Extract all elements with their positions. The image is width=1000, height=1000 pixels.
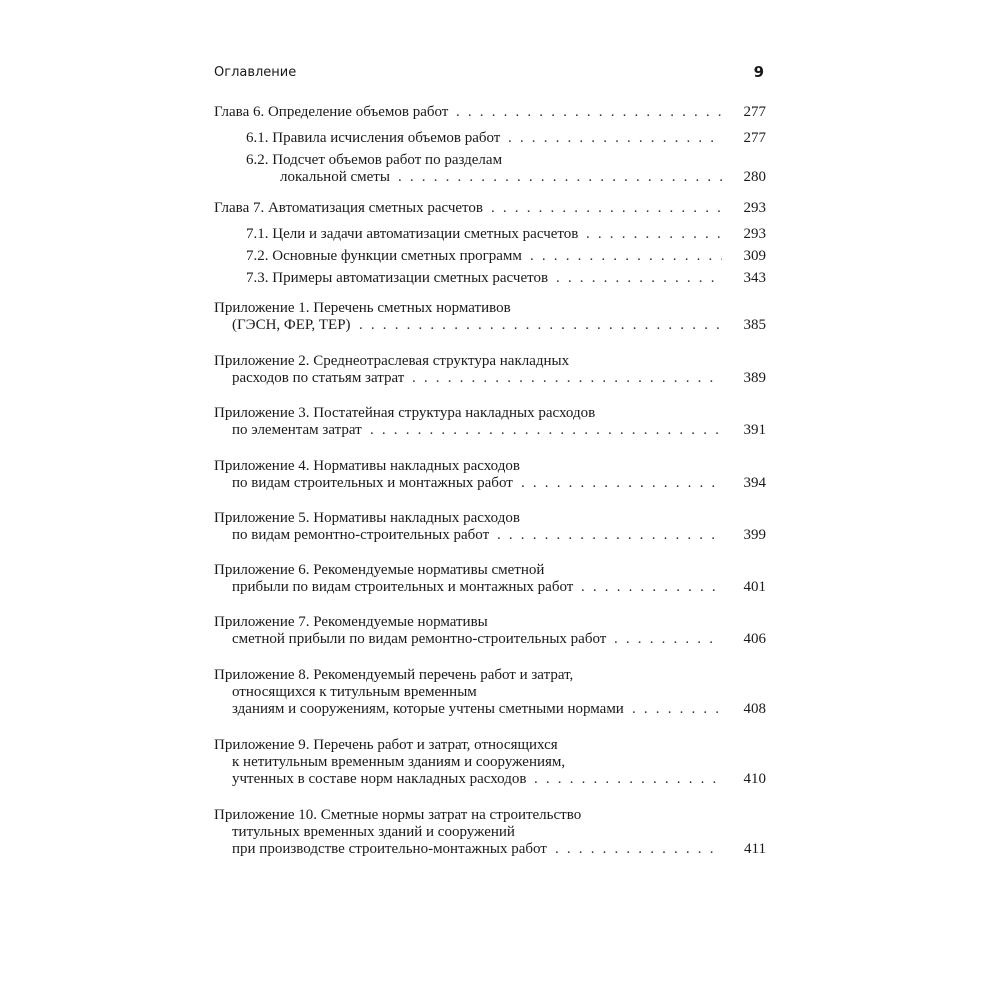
toc-entry-text: Глава 7. Автоматизация сметных расчетов: [214, 200, 483, 216]
running-title: Оглавление: [214, 65, 297, 80]
dot-leader-row: [530, 248, 766, 265]
toc-entry-line: [214, 824, 766, 841]
toc-entry-text: Приложение 6. Рекомендуемые нормативы сметной: [214, 562, 545, 578]
toc-entry-text: 7.2. Основные функции сметных программ: [246, 248, 522, 264]
dot-leader: [555, 841, 722, 858]
toc-entry: [214, 248, 766, 265]
toc-entry-text: относящихся к титульным временным: [232, 684, 477, 700]
toc-page-number: 406: [743, 631, 766, 647]
toc-entry-line: [214, 200, 766, 217]
toc-entry: [214, 614, 766, 648]
dot-leader: [398, 169, 722, 186]
toc-page-number: 277: [743, 130, 766, 146]
toc-entry: [214, 458, 766, 492]
dot-leader: [370, 422, 722, 439]
toc-entry: [214, 353, 766, 387]
toc-page-number: 394: [743, 475, 766, 491]
toc-entry-line: [214, 527, 766, 544]
dot-leader: [508, 130, 722, 147]
toc-page-number: 385: [743, 317, 766, 333]
toc-entry-line: [214, 807, 766, 824]
toc-entry: [214, 200, 766, 217]
toc-entry: [214, 270, 766, 287]
dot-leader-row: [521, 475, 766, 492]
dot-leader: [581, 579, 722, 596]
toc-entry-text: к нетитульным временным зданиям и сооружениям,: [232, 754, 566, 770]
toc-entry-line: [214, 317, 766, 334]
toc-page-number: 343: [743, 270, 766, 286]
toc-entry-line: [214, 631, 766, 648]
toc-entry-line: [214, 614, 766, 631]
toc-page-number: 293: [743, 200, 766, 216]
dot-leader-row: [491, 200, 766, 217]
toc-entry-text: зданиям и сооружениям, которые учтены сметными нормами: [232, 701, 624, 717]
toc-entry-line: [214, 130, 766, 147]
dot-leader-row: [614, 631, 766, 648]
toc-entry-text: Приложение 4. Нормативы накладных расходов: [214, 458, 520, 474]
toc-entry-line: [214, 152, 766, 169]
dot-leader-row: [456, 104, 766, 121]
toc-entry-line: [214, 510, 766, 527]
toc-entry-line: [214, 353, 766, 370]
toc-page-number: 411: [744, 841, 766, 857]
toc-entry-line: [214, 405, 766, 422]
toc-entry-text: по видам ремонтно-строительных работ: [232, 527, 490, 543]
dot-leader: [497, 527, 722, 544]
dot-leader: [530, 248, 722, 265]
toc-entry-line: [214, 737, 766, 754]
toc-entry-line: [214, 422, 766, 439]
toc-page-number: 391: [743, 422, 766, 438]
toc-page-number: 277: [743, 104, 766, 120]
toc-entry: [214, 667, 766, 718]
toc-page-number: 389: [743, 370, 766, 386]
toc-entry-text: сметной прибыли по видам ремонтно-строительных работ: [232, 631, 607, 647]
dot-leader: [556, 270, 722, 287]
toc-entry-text: (ГЭСН, ФЕР, ТЕР): [232, 317, 351, 333]
toc-entry-line: [214, 104, 766, 121]
toc-entry-line: [214, 579, 766, 596]
toc-entry-text: Приложение 8. Рекомендуемый перечень работ и затрат,: [214, 667, 574, 683]
toc-page-number: 410: [743, 771, 766, 787]
toc-page-number: 401: [743, 579, 766, 595]
toc-entry: [214, 300, 766, 334]
toc-entry: [214, 152, 766, 186]
dot-leader-row: [370, 422, 766, 439]
toc-page-number: 280: [743, 169, 766, 185]
toc-entry-text: расходов по статьям затрат: [232, 370, 405, 386]
toc-entry-text: 7.1. Цели и задачи автоматизации сметных расчетов: [246, 226, 579, 242]
toc-entry-line: [214, 754, 766, 771]
toc-entry-text: титульных временных зданий и сооружений: [232, 824, 515, 840]
toc-entry-text: при производстве строительно-монтажных работ: [232, 841, 547, 857]
toc-entry-text: Глава 6. Определение объемов работ: [214, 104, 449, 120]
toc-entry-line: [214, 562, 766, 579]
toc-entry-line: [214, 226, 766, 243]
toc-entry-line: [214, 370, 766, 387]
toc-page-number: 309: [743, 248, 766, 264]
toc-entry-text: 7.3. Примеры автоматизации сметных расчетов: [246, 270, 549, 286]
toc-entry-line: [214, 270, 766, 287]
dot-leader-row: [556, 270, 766, 287]
toc-entry-text: Приложение 10. Сметные нормы затрат на строительство: [214, 807, 582, 823]
dot-leader: [491, 200, 722, 217]
toc-entry-text: 6.1. Правила исчисления объемов работ: [246, 130, 501, 146]
toc-entry-line: [214, 667, 766, 684]
dot-leader-row: [534, 771, 766, 788]
dot-leader-row: [586, 226, 766, 243]
dot-leader: [359, 317, 722, 334]
toc-entry-text: локальной сметы: [280, 169, 390, 185]
toc-entry: [214, 737, 766, 788]
toc-entry-text: 6.2. Подсчет объемов работ по разделам: [246, 152, 503, 168]
dot-leader-row: [497, 527, 766, 544]
page-header: [214, 63, 764, 85]
toc-entry-text: Приложение 7. Рекомендуемые нормативы: [214, 614, 488, 630]
toc-page-number: 399: [743, 527, 766, 543]
toc-page-number: 408: [743, 701, 766, 717]
dot-leader-row: [581, 579, 766, 596]
toc-entry-line: [214, 771, 766, 788]
dot-leader-row: [632, 701, 766, 718]
dot-leader-row: [508, 130, 766, 147]
dot-leader: [586, 226, 722, 243]
toc-entry-text: по видам строительных и монтажных работ: [232, 475, 513, 491]
toc-entry-text: Приложение 3. Постатейная структура накладных расходов: [214, 405, 596, 421]
toc-entry: [214, 562, 766, 596]
toc-entry-line: [214, 300, 766, 317]
dot-leader: [521, 475, 722, 492]
toc-entry-line: [214, 684, 766, 701]
toc-entry-line: [214, 701, 766, 718]
toc-entry: [214, 510, 766, 544]
dot-leader: [412, 370, 722, 387]
dot-leader-row: [398, 169, 766, 186]
toc-entry: [214, 405, 766, 439]
toc-entry-line: [214, 458, 766, 475]
dot-leader-row: [555, 841, 766, 858]
toc-entry-text: прибыли по видам строительных и монтажных работ: [232, 579, 574, 595]
toc-entry: [214, 130, 766, 147]
toc-entry-text: по элементам затрат: [232, 422, 362, 438]
dot-leader: [534, 771, 722, 788]
dot-leader-row: [412, 370, 766, 387]
toc-entry-line: [214, 169, 766, 186]
dot-leader-row: [359, 317, 766, 334]
toc-entry-line: [214, 475, 766, 492]
dot-leader: [614, 631, 722, 648]
toc-entry-line: [214, 248, 766, 265]
dot-leader: [632, 701, 722, 718]
toc-entry: [214, 807, 766, 858]
toc-entry-text: Приложение 2. Среднеотраслевая структура накладных: [214, 353, 570, 369]
toc-entry-text: Приложение 5. Нормативы накладных расходов: [214, 510, 520, 526]
toc-page-number: 293: [743, 226, 766, 242]
toc-entry-line: [214, 841, 766, 858]
toc-entry-text: Приложение 9. Перечень работ и затрат, относящихся: [214, 737, 558, 753]
toc-entry: [214, 226, 766, 243]
toc-entry-text: Приложение 1. Перечень сметных нормативов: [214, 300, 511, 316]
toc-entry-text: учтенных в составе норм накладных расходов: [232, 771, 527, 787]
toc-entry: [214, 104, 766, 121]
page-number: 9: [753, 63, 764, 81]
dot-leader: [456, 104, 722, 121]
